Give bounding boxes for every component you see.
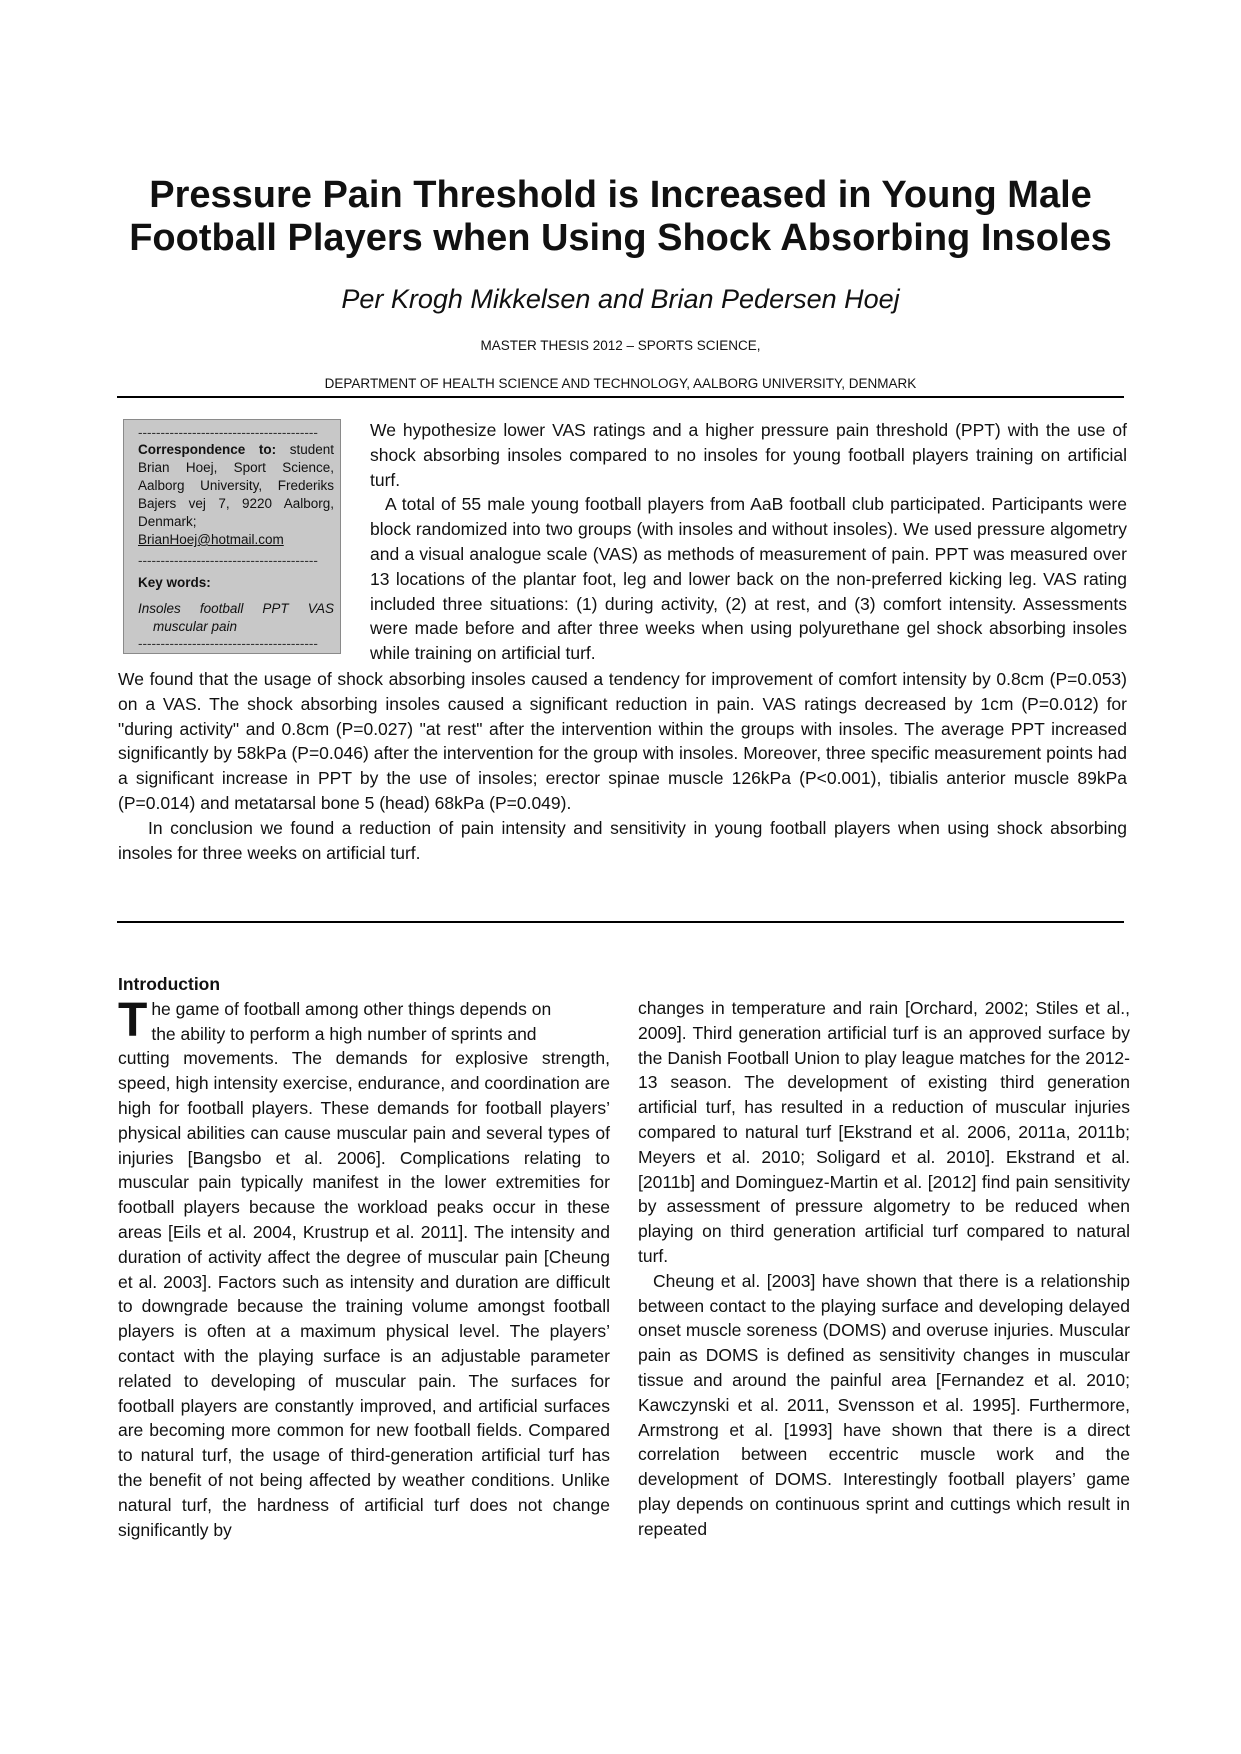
keywords-line-1: Insoles football PPT VAS bbox=[138, 601, 334, 616]
intro-line-1: he game of football among other things depends on bbox=[151, 998, 552, 1019]
intro-line-2: the ability to perform a high number of sprints and bbox=[151, 1023, 537, 1044]
right-paragraph-1: changes in temperature and rain [Orchard, 2002; Stiles et al., 2009]. Third generation artificial turf is an approved surface by the Danish Football Union to play league matches for the 2012-13 season. The development of existing third generation artificial turf, has resulted in a reduction of muscular injuries compared to natural turf [Ekstrand et al. 2006, 2011a, 2011b; Meyers et al. 2010; Soligard et al. 2010]. Ekstrand et al. [2011b] and Dominguez-Martin et al. [2012] find pain sensitivity by assessment of pressure algometry to be reduced when playing on third generation artificial turf compared to natural turf. bbox=[638, 998, 1130, 1266]
abstract-lower bbox=[118, 667, 1127, 865]
paper-title bbox=[90, 174, 1151, 260]
keywords-label: Key words: bbox=[138, 575, 211, 590]
email-link[interactable]: BrianHoej@hotmail.com bbox=[138, 532, 284, 547]
correspondence-label: Correspondence to: bbox=[138, 442, 277, 457]
box-divider: ---------------------------------------- bbox=[138, 553, 318, 568]
section-heading-introduction: Introduction bbox=[118, 974, 221, 994]
abstract-upper bbox=[370, 418, 1127, 666]
box-divider: ---------------------------------------- bbox=[138, 636, 318, 651]
correspondence-text bbox=[138, 441, 334, 531]
body-column-right bbox=[638, 996, 1130, 1542]
affiliation-line-1: MASTER THESIS 2012 – SPORTS SCIENCE, bbox=[480, 338, 761, 353]
abstract-hypothesis: We hypothesize lower VAS ratings and a higher pressure pain threshold (PPT) with the use of shock absorbing insoles compared to no insoles for young football players training on artificial turf. bbox=[370, 420, 1127, 490]
header-divider bbox=[117, 396, 1124, 398]
intro-paragraph bbox=[118, 993, 610, 1543]
body-column-left bbox=[118, 972, 610, 1542]
abstract-methods: A total of 55 male young football players from AaB football club participated. Participants were block randomized into two groups (with insoles and without insoles). We used pressure algometry and a visual analogue scale (VAS) as methods of measurement of pain. PPT was measured over 13 locations of the plantar foot, leg and lower back on the non-preferred kicking leg. VAS rating included three situations: (1) during activity, (2) at rest, and (3) comfort intensity. Assessments were made before and after three weeks when using polyurethane gel shock absorbing insoles while training on artificial turf. bbox=[370, 494, 1127, 664]
affiliation-line-2: DEPARTMENT OF HEALTH SCIENCE AND TECHNOLOGY, AALBORG UNIVERSITY, DENMARK bbox=[324, 376, 917, 391]
right-paragraph-2: Cheung et al. [2003] have shown that there is a relationship between contact to the playing surface and developing delayed onset muscle soreness (DOMS) and overuse injuries. Muscular pain as DOMS is defined as sensitivity changes in muscular tissue and around the painful area [Fernandez et al. 2010; Kawczynski et al. 2011, Svensson et al. 1995]. Furthermore, Armstrong et al. [1993] have shown that there is a direct correlation between eccentric muscle work and the development of DOMS. Interestingly football players’ game play depends on continuous sprint and cuttings which result in repeated bbox=[638, 1270, 1130, 1539]
correspondence-box bbox=[123, 419, 341, 654]
abstract-conclusion: In conclusion we found a reduction of pain intensity and sensitivity in young football players when using shock absorbing insoles for three weeks on artificial turf. bbox=[118, 817, 1127, 863]
intro-text: cutting movements. The demands for explosive strength, speed, high intensity exercise, endurance, and coordination are high for football players. These demands for football players’ physical abilities can cause muscular pain and several types of injuries [Bangsbo et al. 2006]. Complications relating to muscular pain typically manifest in the lower extremities for football players because the workload peaks occur in these areas [Eils et al. 2004, Krustrup et al. 2011]. The intensity and duration of activity affect the degree of muscular pain [Cheung et al. 2003]. Factors such as intensity and duration are difficult to downgrade because the training volume amongst football players is often at a maximum physical level. The players’ contact with the playing surface is an adjustable parameter related to developing of muscular pain. The surfaces for football players are constantly improved, and artificial surfaces are becoming more common for new football fields. Compared to natural turf, the usage of third-generation artificial turf has the benefit of not being affected by weather conditions. Unlike natural turf, the hardness of artificial turf does not change significantly by bbox=[118, 1048, 610, 1540]
authors: Per Krogh Mikkelsen and Brian Pedersen Hoej bbox=[341, 284, 900, 314]
correspondence-address: student Brian Hoej, Sport Science, Aalborg University, Frederiks Bajers vej 7, 9220 Aalborg, Denmark; bbox=[138, 442, 334, 529]
title-line-1: Pressure Pain Threshold is Increased in Young Male bbox=[149, 174, 1092, 216]
drop-cap: T bbox=[118, 993, 148, 1047]
title-line-2: Football Players when Using Shock Absorbing Insoles bbox=[129, 217, 1112, 259]
abstract-divider bbox=[117, 921, 1124, 923]
box-divider: ---------------------------------------- bbox=[138, 425, 318, 440]
abstract-results: We found that the usage of shock absorbing insoles caused a tendency for improvement of comfort intensity by 0.8cm (P=0.053) on a VAS. The shock absorbing insoles caused a significant reduction in pain. VAS ratings decreased by 1cm (P=0.012) for "during activity" and 0.8cm (P=0.027) "at rest" after the intervention within the groups with insoles. The average PPT increased significantly by 58kPa (P=0.046) after the intervention for the group with insoles. Moreover, three specific measurement points had a significant increase in PPT by the use of insoles; erector spinae muscle 126kPa (P<0.001), tibialis anterior muscle 89kPa (P=0.014) and metatarsal bone 5 (head) 68kPa (P=0.049). bbox=[118, 669, 1127, 813]
keywords-line-2: muscular pain bbox=[153, 619, 238, 634]
